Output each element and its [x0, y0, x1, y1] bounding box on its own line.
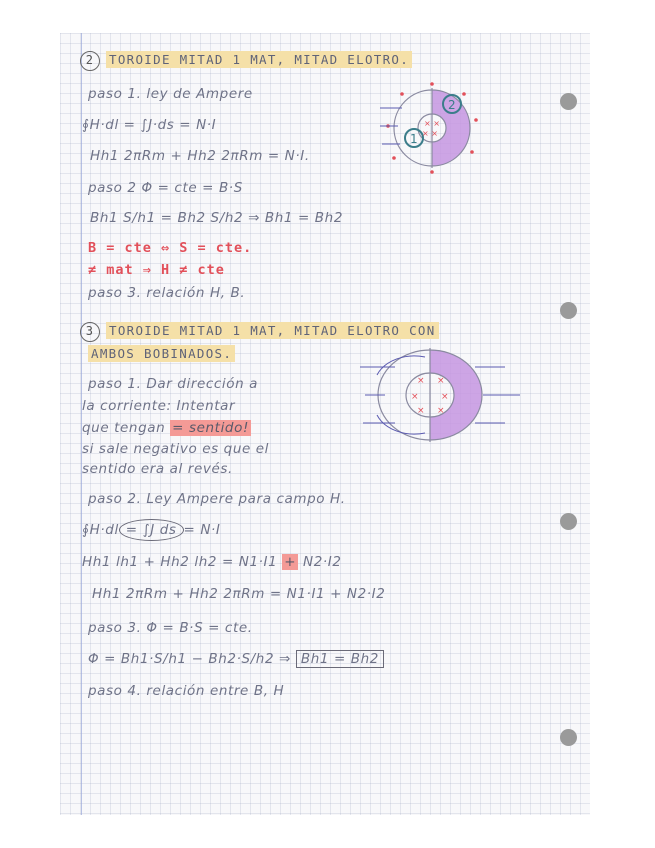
section2-number: 2 [80, 51, 100, 71]
s3-paso4: paso 4. relación entre B, H [88, 683, 285, 699]
s2-eq-integral: ∮H·dl = ∫J·ds = N·I [82, 117, 217, 133]
svg-text:× ×: × × [422, 129, 438, 138]
punch-hole-icon [560, 729, 577, 746]
svg-text:×: × [441, 392, 449, 402]
s3-paso1-b: la corriente: Intentar [82, 398, 236, 414]
section2-title: TOROIDE MITAD 1 MAT, MITAD ELOTRO. [106, 51, 412, 68]
svg-text:×: × [417, 376, 425, 386]
s3-paso1-c: que tengan = sentido! [82, 420, 249, 436]
s3-paso1-d: si sale negativo es que el [82, 441, 270, 457]
s2-note2: ≠ mat ⇒ H ≠ cte [88, 262, 225, 278]
svg-text:×: × [437, 376, 445, 386]
svg-text:×: × [417, 406, 425, 416]
current-density-circled: = ∫J ds [119, 519, 184, 541]
punch-hole-icon [560, 513, 577, 530]
s3-paso2: paso 2. Ley Ampere para campo H. [88, 491, 346, 507]
s3-eq-r: Hh1 2πRm + Hh2 2πRm = N1·I1 + N2·I2 [92, 586, 386, 602]
s3-paso3: paso 3. Φ = B·S = cte. [88, 620, 253, 636]
svg-text:×: × [437, 406, 445, 416]
s3-eq-l: Hh1 lh1 + Hh2 lh2 = N1·I1 + N2·I2 [82, 554, 342, 570]
s2-eq-bs: Bh1 S/h1 = Bh2 S/h2 ⇒ Bh1 = Bh2 [90, 210, 344, 226]
s2-note1: B = cte ⇔ S = cte. [88, 240, 253, 256]
punch-hole-icon [560, 302, 577, 319]
s2-paso2: paso 2 Φ = cte = B·S [88, 180, 243, 196]
svg-text:× ×: × × [424, 119, 440, 128]
s2-paso1: paso 1. ley de Ampere [88, 86, 253, 102]
punch-hole-icon [560, 93, 577, 110]
svg-text:1: 1 [410, 132, 418, 146]
plus-highlight: + [284, 554, 297, 570]
s3-eq-integral: ∮H·dl = ∫J ds = N·I [82, 522, 221, 538]
svg-text:2: 2 [448, 98, 456, 112]
section3-heading [80, 322, 439, 342]
section3-number: 3 [80, 322, 100, 342]
section3-title-line1: TOROIDE MITAD 1 MAT, MITAD ELOTRO CON [106, 322, 439, 339]
section3-heading-line2 [88, 346, 235, 361]
same-direction-highlight: = sentido! [172, 420, 249, 436]
s2-eq-hh: Hh1 2πRm + Hh2 2πRm = N·I. [90, 148, 310, 164]
s3-eq-phi: Φ = Bh1·S/h1 − Bh2·S/h2 ⇒ Bh1 = Bh2 [88, 651, 384, 667]
section2-heading [80, 51, 412, 71]
s3-paso1-e: sentido era al revés. [82, 461, 233, 477]
svg-text:×: × [411, 392, 419, 402]
s2-paso3: paso 3. relación H, B. [88, 285, 246, 301]
toroid-two-windings-diagram-icon [355, 345, 525, 445]
s3-paso1-a: paso 1. Dar dirección a [88, 376, 259, 392]
toroid-diagram-icon [372, 80, 497, 175]
result-box: Bh1 = Bh2 [296, 650, 384, 668]
section3-title-line2: AMBOS BOBINADOS. [88, 345, 235, 362]
